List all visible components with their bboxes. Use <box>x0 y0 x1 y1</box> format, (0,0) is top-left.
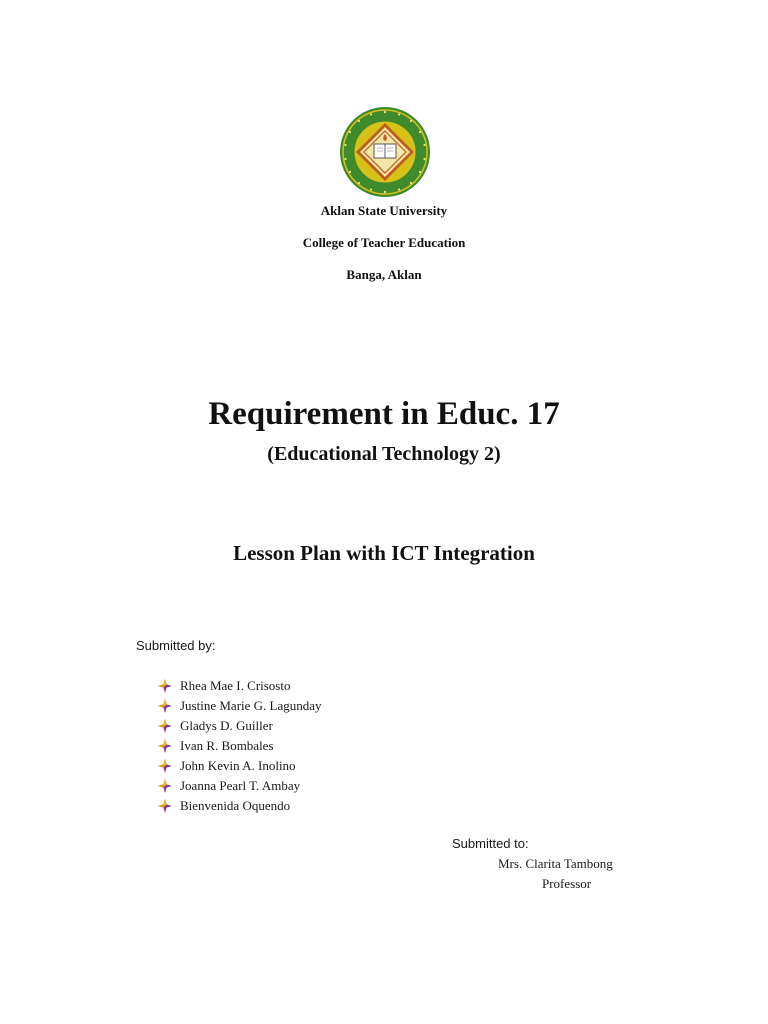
member-name: Rhea Mae I. Crisosto <box>180 678 291 693</box>
list-item <box>158 716 322 736</box>
four-point-star-bullet-icon <box>158 779 172 793</box>
lesson-title: Lesson Plan with ICT Integration <box>233 541 535 565</box>
four-point-star-bullet-icon <box>158 739 172 753</box>
four-point-star-bullet-icon <box>158 799 172 813</box>
submitted-by-label: Submitted by: <box>136 638 216 653</box>
list-item <box>158 696 322 716</box>
four-point-star-bullet-icon <box>158 679 172 693</box>
list-item <box>158 776 322 796</box>
member-name: Gladys D. Guiller <box>180 718 273 733</box>
page-title: Requirement in Educ. 17 <box>208 396 560 432</box>
page-subtitle: (Educational Technology 2) <box>267 443 501 465</box>
list-item <box>158 676 322 696</box>
list-item <box>158 736 322 756</box>
professor-name: Mrs. Clarita Tambong <box>498 856 613 871</box>
campus-location: Banga, Aklan <box>346 267 422 282</box>
professor-role: Professor <box>542 876 592 891</box>
list-item <box>158 756 322 776</box>
member-name: Bienvenida Oquendo <box>180 798 291 813</box>
member-name: Joanna Pearl T. Ambay <box>180 778 301 793</box>
university-name: Aklan State University <box>320 203 448 218</box>
member-name: Justine Marie G. Lagunday <box>180 698 322 713</box>
four-point-star-bullet-icon <box>158 719 172 733</box>
college-name: College of Teacher Education <box>302 235 466 250</box>
submitted-to-label: Submitted to: <box>452 836 529 851</box>
four-point-star-bullet-icon <box>158 759 172 773</box>
list-item <box>158 796 322 816</box>
four-point-star-bullet-icon <box>158 699 172 713</box>
university-seal-icon <box>339 106 431 198</box>
member-name: Ivan R. Bombales <box>180 738 274 753</box>
member-list <box>158 676 322 816</box>
member-name: John Kevin A. Inolino <box>180 758 296 773</box>
